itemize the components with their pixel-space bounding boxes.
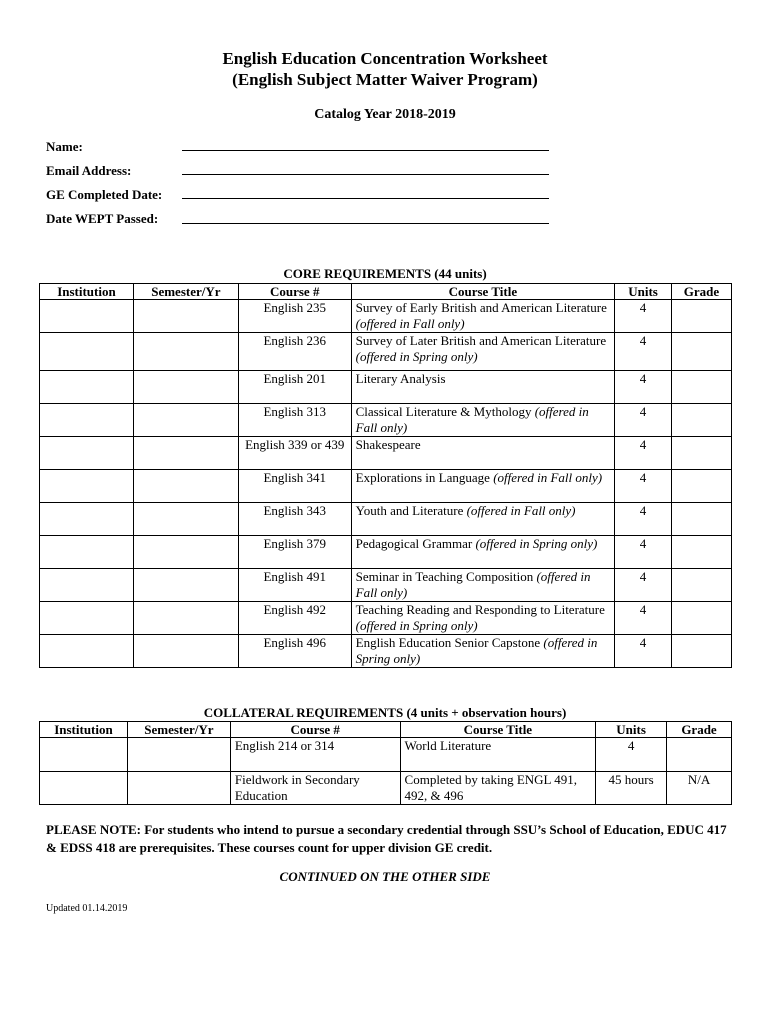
semester-cell[interactable]: [133, 536, 238, 569]
ge-date-label: GE Completed Date:: [46, 187, 163, 202]
units-cell: 4: [615, 569, 672, 602]
table-row: [40, 333, 732, 371]
grade-cell[interactable]: [672, 404, 732, 437]
collateral-table: [39, 721, 732, 805]
institution-cell[interactable]: [40, 503, 134, 536]
table-row: [40, 772, 732, 805]
course-title: Survey of Later British and American Literature (offered in Spring only): [351, 333, 614, 371]
semester-cell[interactable]: [133, 569, 238, 602]
course-num: English 341: [238, 470, 351, 503]
institution-cell[interactable]: [40, 437, 134, 470]
units-cell: 4: [615, 470, 672, 503]
col-course-title: Course Title: [400, 722, 596, 738]
units-cell: 45 hours: [596, 772, 667, 805]
institution-cell[interactable]: [40, 772, 128, 805]
course-title: Pedagogical Grammar (offered in Spring only): [351, 536, 614, 569]
updated-date: Updated 01.14.2019: [46, 903, 128, 914]
offered-note: (offered in Spring only): [355, 618, 478, 633]
semester-cell[interactable]: [127, 772, 230, 805]
units-cell: 4: [615, 404, 672, 437]
table-row: [40, 300, 732, 333]
grade-cell[interactable]: [672, 371, 732, 404]
semester-cell[interactable]: [133, 635, 238, 668]
institution-cell[interactable]: [40, 404, 134, 437]
offered-note: (offered in Fall only): [493, 470, 603, 485]
course-num: English 235: [238, 300, 351, 333]
semester-cell[interactable]: [133, 333, 238, 371]
course-title: Teaching Reading and Responding to Literature (offered in Spring only): [351, 602, 614, 635]
course-num: English 496: [238, 635, 351, 668]
col-institution: Institution: [40, 284, 134, 300]
course-title: Classical Literature & Mythology (offered in Fall only): [351, 404, 614, 437]
core-table: [39, 283, 732, 668]
col-course-title: Course Title: [351, 284, 614, 300]
grade-cell[interactable]: [672, 437, 732, 470]
col-semester: Semester/Yr: [133, 284, 238, 300]
table-row: [40, 371, 732, 404]
course-title: Youth and Literature (offered in Fall only): [351, 503, 614, 536]
course-num: English 214 or 314: [230, 738, 400, 772]
course-title: World Literature: [400, 738, 596, 772]
course-title: Seminar in Teaching Composition (offered in Fall only): [351, 569, 614, 602]
table-row: [40, 470, 732, 503]
col-units: Units: [615, 284, 672, 300]
table-row: [40, 635, 732, 668]
semester-cell[interactable]: [133, 470, 238, 503]
offered-note: (offered in Fall only): [355, 569, 591, 600]
prerequisite-note: PLEASE NOTE: For students who intend to pursue a secondary credential through SSU’s School of Education, EDUC 417 & EDSS 418 are prerequisites. These courses count for upper division GE credit.: [46, 822, 727, 855]
col-institution: Institution: [40, 722, 128, 738]
offered-note: (offered in Spring only): [355, 635, 598, 666]
course-title: Completed by taking ENGL 491, 492, & 496: [400, 772, 596, 805]
course-num: English 491: [238, 569, 351, 602]
col-grade: Grade: [667, 722, 732, 738]
grade-cell[interactable]: [672, 569, 732, 602]
semester-cell[interactable]: [133, 503, 238, 536]
course-title: Explorations in Language (offered in Fall only): [351, 470, 614, 503]
offered-note: (offered in Spring only): [475, 536, 598, 551]
wept-date-field[interactable]: [182, 223, 549, 224]
offered-note: (offered in Fall only): [466, 503, 576, 518]
name-label: Name:: [46, 139, 83, 154]
institution-cell[interactable]: [40, 635, 134, 668]
collateral-header-row: [40, 722, 732, 738]
institution-cell[interactable]: [40, 470, 134, 503]
course-title: English Education Senior Capstone (offered in Spring only): [351, 635, 614, 668]
page-title: English Education Concentration Worksheet: [222, 49, 548, 68]
catalog-year: Catalog Year 2018-2019: [314, 107, 456, 122]
page-subtitle: (English Subject Matter Waiver Program): [232, 70, 538, 89]
table-row: [40, 536, 732, 569]
course-num: English 343: [238, 503, 351, 536]
institution-cell[interactable]: [40, 333, 134, 371]
institution-cell[interactable]: [40, 300, 134, 333]
institution-cell[interactable]: [40, 371, 134, 404]
email-field[interactable]: [182, 174, 549, 175]
course-title: Survey of Early British and American Literature (offered in Fall only): [351, 300, 614, 333]
course-num: English 492: [238, 602, 351, 635]
grade-cell[interactable]: [672, 333, 732, 371]
offered-note: (offered in Spring only): [355, 349, 478, 364]
core-title: CORE REQUIREMENTS (44 units): [283, 266, 487, 281]
collateral-title: COLLATERAL REQUIREMENTS (4 units + observation hours): [203, 705, 567, 720]
units-cell: 4: [615, 635, 672, 668]
col-course-num: Course #: [238, 284, 351, 300]
units-cell: 4: [615, 437, 672, 470]
course-title: Shakespeare: [351, 437, 614, 470]
course-num: English 201: [238, 371, 351, 404]
grade-cell[interactable]: [672, 300, 732, 333]
semester-cell[interactable]: [133, 371, 238, 404]
units-cell: 4: [615, 536, 672, 569]
wept-date-label: Date WEPT Passed:: [46, 211, 159, 226]
table-row: [40, 404, 732, 437]
institution-cell[interactable]: [40, 569, 134, 602]
table-row: [40, 602, 732, 635]
course-num: Fieldwork in Secondary Education: [230, 772, 400, 805]
table-row: [40, 738, 732, 772]
grade-cell[interactable]: [672, 635, 732, 668]
continued-notice: CONTINUED ON THE OTHER SIDE: [279, 869, 491, 884]
table-row: [40, 569, 732, 602]
units-cell: 4: [615, 602, 672, 635]
table-row: [40, 437, 732, 470]
semester-cell[interactable]: [133, 300, 238, 333]
units-cell: 4: [596, 738, 667, 772]
grade-cell: N/A: [667, 772, 732, 805]
col-grade: Grade: [672, 284, 732, 300]
institution-cell[interactable]: [40, 738, 128, 772]
units-cell: 4: [615, 503, 672, 536]
course-title: Literary Analysis: [351, 371, 614, 404]
grade-cell[interactable]: [672, 602, 732, 635]
semester-cell[interactable]: [133, 602, 238, 635]
col-units: Units: [596, 722, 667, 738]
units-cell: 4: [615, 371, 672, 404]
offered-note: (offered in Fall only): [355, 404, 589, 435]
course-num: English 313: [238, 404, 351, 437]
grade-cell[interactable]: [672, 470, 732, 503]
col-course-num: Course #: [230, 722, 400, 738]
ge-date-field[interactable]: [182, 198, 549, 199]
grade-cell[interactable]: [672, 503, 732, 536]
core-header-row: [40, 284, 732, 300]
institution-cell[interactable]: [40, 602, 134, 635]
units-cell: 4: [615, 333, 672, 371]
grade-cell[interactable]: [667, 738, 732, 772]
institution-cell[interactable]: [40, 536, 134, 569]
table-row: [40, 503, 732, 536]
units-cell: 4: [615, 300, 672, 333]
name-field[interactable]: [182, 150, 549, 151]
email-label: Email Address:: [46, 163, 132, 178]
grade-cell[interactable]: [672, 536, 732, 569]
offered-note: (offered in Fall only): [355, 316, 465, 331]
semester-cell[interactable]: [133, 437, 238, 470]
semester-cell[interactable]: [127, 738, 230, 772]
semester-cell[interactable]: [133, 404, 238, 437]
course-num: English 379: [238, 536, 351, 569]
course-num: English 236: [238, 333, 351, 371]
course-num: English 339 or 439: [238, 437, 351, 470]
col-semester: Semester/Yr: [127, 722, 230, 738]
